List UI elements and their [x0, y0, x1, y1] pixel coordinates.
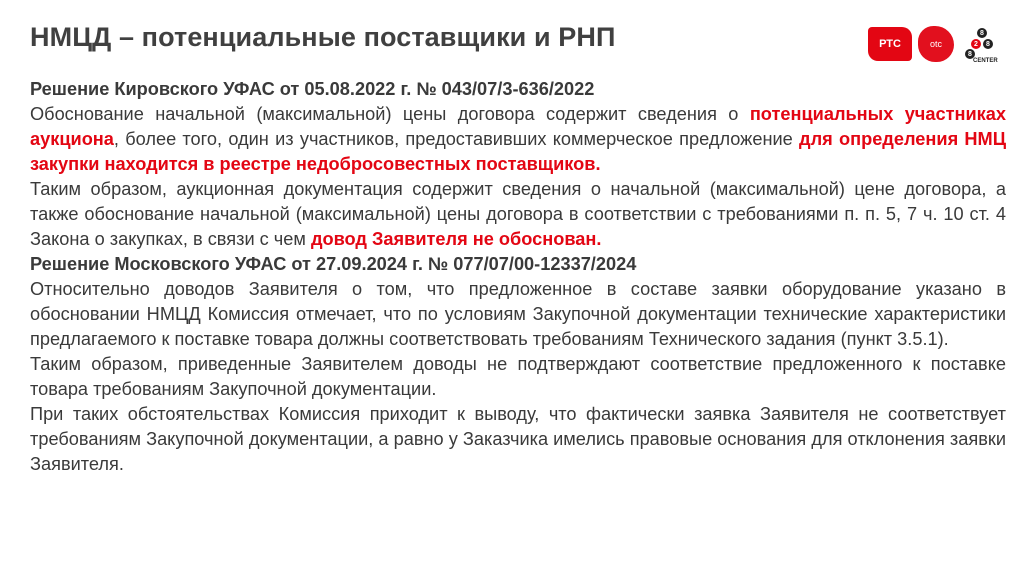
text-run: , более того, один из участников, предоставивших коммерческое предложение — [113, 129, 800, 149]
b2b-center-logo — [963, 28, 1003, 66]
otc-logo: otc — [918, 26, 954, 62]
decision-heading-kirov: Решение Кировского УФАС от 05.08.2022 г. № 043/07/3-636/2022 — [30, 79, 595, 99]
paragraph-conclusion-moscow: Таким образом, приведенные Заявителем доводы не подтверждают соответствие предложенного к поставке товара требованиям Закупочной документации. — [30, 354, 1006, 399]
b2b-caption: CENTER — [973, 58, 998, 64]
paragraph-conclusion-kirov — [30, 177, 1006, 252]
b2b-dot: 8 — [965, 49, 975, 59]
paragraph-justification — [30, 102, 1006, 177]
rts-logo: РТС — [868, 27, 912, 61]
highlight-rnp-registry: для определения НМЦ закупки находится в реестре недобросовестных поставщиков. — [30, 129, 1006, 174]
b2b-dot: 8 — [977, 28, 987, 38]
highlight-claim-unfounded: довод Заявителя не обоснован. — [310, 229, 602, 249]
partner-logos — [868, 24, 1008, 70]
paragraph-equipment: Относительно доводов Заявителя о том, что предложенное в составе заявки оборудование указано в обосновании НМЦД Комиссия отмечает, что по условиям Закупочной документации технические характеристики предлагаемого к поставке товара должны соответствовать требованиям Технического задания (пункт 3.5.1). — [30, 279, 1006, 349]
b2b-dot: 8 — [983, 39, 993, 49]
text-run: Таким образом, аукционная документация содержит сведения о начальной (максимальной) цене договора, а также обоснование начальной (максимальной) цены договора в соответствии с требованиями п. п. 5, 7 ч. 10 ст. 4 Закона о закупках, в связи с чем — [30, 179, 1006, 249]
decision-heading-moscow: Решение Московского УФАС от 27.09.2024 г. № 077/07/00-12337/2024 — [30, 254, 637, 274]
text-run: Обоснование начальной (максимальной) цены договора содержит сведения о — [30, 104, 750, 124]
paragraph-commission-finding: При таких обстоятельствах Комиссия приходит к выводу, что фактически заявка Заявителя не соответствует требованиям Закупочной документации, а равно у Заказчика имелись правовые основания для отклонения заявки Заявителя. — [30, 404, 1006, 474]
highlight-potential-participants: потенциальных участниках аукциона — [30, 104, 1006, 149]
slide-title: НМЦД – потенциальные поставщики и РНП — [30, 22, 616, 52]
b2b-dot: 2 — [971, 39, 981, 49]
slide-body — [30, 77, 1006, 477]
